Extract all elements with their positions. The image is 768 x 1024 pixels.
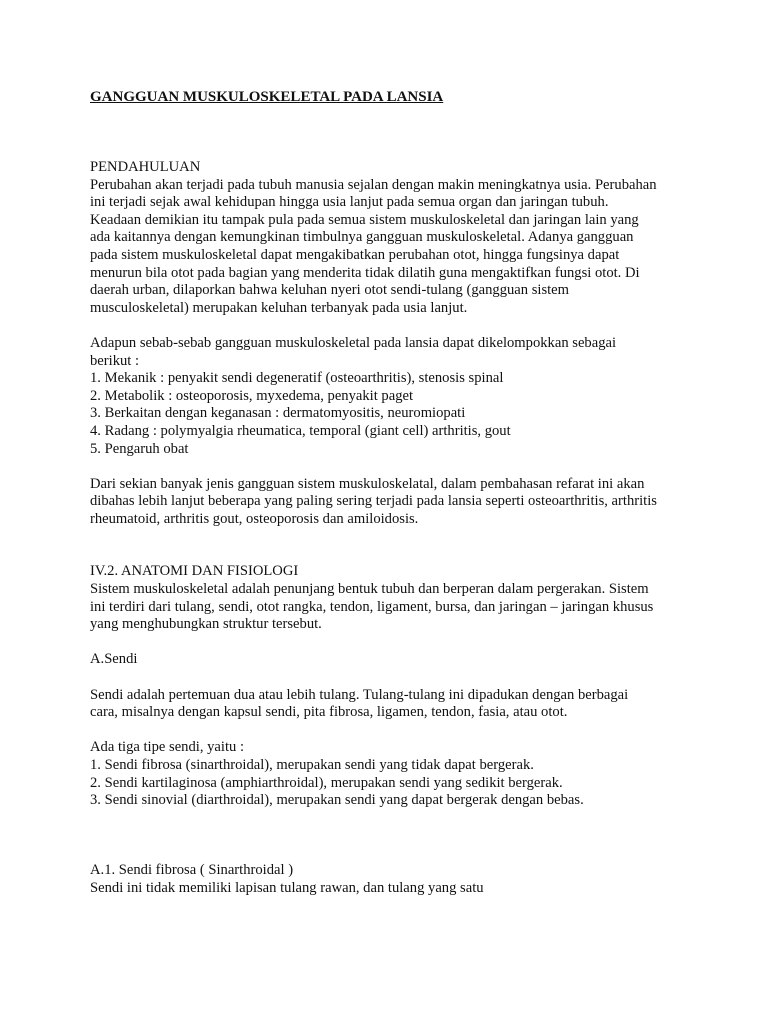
- joint-types-intro: Ada tiga tipe sendi, yaitu :: [90, 739, 245, 756]
- document-title: GANGGUAN MUSKULOSKELETAL PADA LANSIA: [90, 89, 444, 105]
- intro-paragraph-1: [90, 177, 730, 318]
- anatomy-paragraph-2: [90, 687, 730, 722]
- text-line: dibahas lebih lanjut beberapa yang paling sering terjadi pada lansia seperti osteoarthritis, arthritis: [90, 493, 657, 510]
- text-line: cara, misalnya dengan kapsul sendi, pita fibrosa, ligamen, tendon, fasia, atau otot.: [90, 704, 568, 721]
- text-line: musculoskeletal) merupakan keluhan terbanyak pada usia lanjut.: [90, 299, 468, 316]
- text-line: Keadaan demikian itu tampak pula pada semua sistem muskuloskeletal dan jaringan lain yang: [90, 211, 639, 228]
- causes-list: [90, 370, 730, 458]
- list-item: 4. Radang : polymyalgia rheumatica, temporal (giant cell) arthritis, gout: [90, 422, 511, 439]
- list-item: 1. Sendi fibrosa (sinarthroidal), merupakan sendi yang tidak dapat bergerak.: [90, 757, 534, 773]
- section-heading-pendahuluan: PENDAHULUAN: [90, 159, 201, 175]
- text-line: Perubahan akan terjadi pada tubuh manusia sejalan dengan makin meningkatnya usia. Perubahan: [90, 176, 657, 193]
- text-line: menurun bila otot pada bagian yang menderita tidak dilatih guna mengaktifkan fungsi otot. Di: [90, 264, 640, 281]
- text-line: Adapun sebab-sebab gangguan muskuloskeletal pada lansia dapat dikelompokkan sebagai: [90, 334, 617, 351]
- text-line: ini terjadi sejak awal kehidupan hingga usia lanjut pada semua organ dan jaringan tubuh.: [90, 194, 609, 211]
- list-item: 2. Sendi kartilaginosa (amphiarthroidal), merupakan sendi yang sedikit bergerak.: [90, 774, 563, 791]
- text-line: berikut :: [90, 352, 140, 369]
- text-line: yang menghubungkan struktur tersebut.: [90, 616, 322, 633]
- list-item: 5. Pengaruh obat: [90, 440, 189, 457]
- text-line: daerah urban, dilaporkan bahwa keluhan nyeri otot sendi-tulang (gangguan sistem: [90, 282, 570, 299]
- list-item: 2. Metabolik : osteoporosis, myxedema, penyakit paget: [90, 387, 414, 404]
- intro-paragraph-3: [90, 476, 730, 529]
- text-line: Sistem muskuloskeletal adalah penunjang bentuk tubuh dan berperan dalam pergerakan. Sistem: [90, 581, 649, 598]
- document-page: [90, 88, 730, 898]
- subheading-sendi: A.Sendi: [90, 651, 138, 668]
- subheading-sendi-fibrosa: A.1. Sendi fibrosa ( Sinarthroidal ): [90, 862, 294, 879]
- text-line: pada sistem muskuloskeletal dapat mengakibatkan perubahan otot, hingga fungsinya dapat: [90, 246, 620, 263]
- list-item: 3. Berkaitan dengan keganasan : dermatomyositis, neuromiopati: [90, 405, 466, 422]
- anatomy-paragraph-1: [90, 581, 730, 634]
- text-line: ini terdiri dari tulang, sendi, otot rangka, tendon, ligament, bursa, dan jaringan – jaringan khusus: [90, 598, 654, 615]
- text-line: Dari sekian banyak jenis gangguan sistem muskuloskelatal, dalam pembahasan refarat ini akan: [90, 475, 645, 492]
- list-item: 3. Sendi sinovial (diarthroidal), merupakan sendi yang dapat bergerak dengan bebas.: [90, 792, 584, 809]
- text-line: Sendi adalah pertemuan dua atau lebih tulang. Tulang-tulang ini dipadukan dengan berbagai: [90, 686, 629, 703]
- text-line: Sendi ini tidak memiliki lapisan tulang rawan, dan tulang yang satu: [90, 879, 484, 896]
- joint-types-list: [90, 757, 730, 810]
- intro-paragraph-2: [90, 335, 730, 370]
- section-heading-anatomi: IV.2. ANATOMI DAN FISIOLOGI: [90, 563, 299, 580]
- text-line: ada kaitannya dengan kemungkinan timbulnya gangguan muskuloskeletal. Adanya gangguan: [90, 229, 634, 246]
- list-item: 1. Mekanik : penyakit sendi degeneratif (osteoarthritis), stenosis spinal: [90, 370, 504, 387]
- text-line: rheumatoid, arthritis gout, osteoporosis dan amiloidosis.: [90, 510, 419, 527]
